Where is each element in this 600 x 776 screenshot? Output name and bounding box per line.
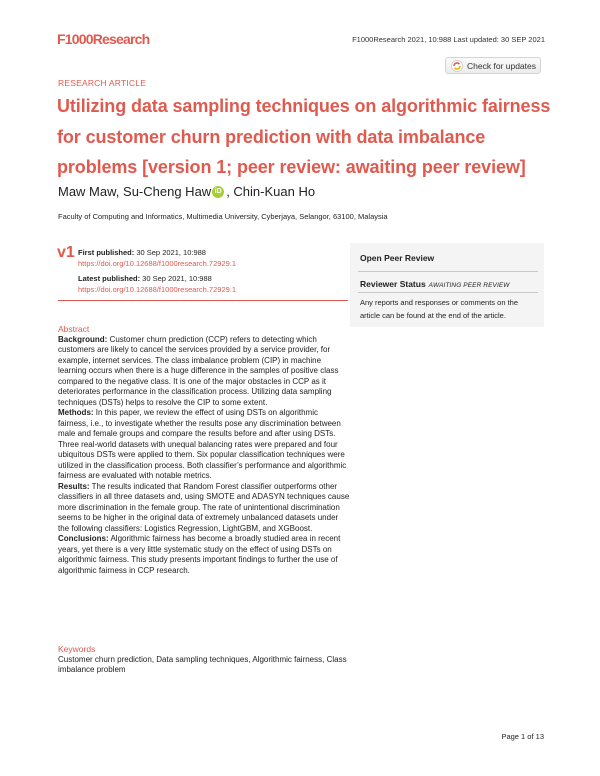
reviewer-status: Reviewer Status AWAITING PEER REVIEW (360, 279, 510, 289)
panel-divider (358, 292, 538, 293)
citation-line: F1000Research 2021, 10:988 Last updated: 30 SEP 2021 (352, 35, 545, 44)
author-name[interactable]: Maw Maw, (58, 184, 120, 199)
peer-review-title: Open Peer Review (360, 253, 435, 263)
orcid-icon[interactable]: iD (212, 186, 224, 198)
check-updates-icon (451, 60, 463, 72)
section-divider (58, 300, 348, 301)
first-published-label: First published: (78, 248, 135, 257)
keywords-text: Customer churn prediction, Data sampling techniques, Algorithmic fairness, Class imbalance problem (58, 654, 347, 674)
abstract-section (58, 324, 350, 576)
article-type: RESEARCH ARTICLE (58, 78, 147, 88)
peer-review-note: Any reports and responses or comments on the article can be found at the end of the article. (360, 298, 518, 320)
journal-logo[interactable]: F1000Research (57, 31, 150, 47)
abstract-conclusions: Conclusions: Algorithmic fairness has become a broadly studied area in recent years, yet there is a very little systematic study on the effect of using DSTs on algorithmic fairness. This study presents important findings to further the use of algorithmic fairness in CCP research. (58, 534, 341, 575)
first-published-date: 30 Sep 2021, 10:988 (134, 248, 206, 257)
abstract-methods: Methods: In this paper, we review the effect of using DSTs on algorithmic fairness, i.e., to investigate whether the results pose any discrimination between male and female groups and compare the results before and after using DSTs. Three real-world datasets with unequal balancing rates were prepared and four ubiquitous DSTs were applied to them. Six popular classification techniques were utilized in the classification process. Both classifier’s performance and algorithmic fairness are evaluated with notable metrics. (58, 408, 347, 480)
check-updates-label: Check for updates (467, 60, 536, 71)
author-name[interactable]: , Chin-Kuan Ho (226, 184, 316, 199)
panel-divider (358, 271, 538, 272)
abstract-results: Results: The results indicated that Random Forest classifier outperforms other classifiers in all three datasets and, using SMOTE and ADASYN techniques cause more discrimination in the female group. The rate of unintentional discrimination seems to be higher in the original data of extremely unbalanced datasets under the following classifiers: Logistics Regression, LightGBM, and XGBoost. (58, 481, 350, 533)
first-doi-link[interactable]: https://doi.org/10.12688/f1000research.72929.1 (78, 258, 237, 268)
abstract-background: Background: Customer churn prediction (CCP) refers to detecting which customers are likely to cancel the services provided by a service provider, for example, internet services. The class imbalance problem (CIP) in machine learning occurs when there is a huge difference in the samples of positive class compared to the negative class. It is one of the major obstacles in CCP as it deteriorates performance in the classification process. Utilizing data sampling techniques (DSTs) helps to resolve the CIP to some extent. (58, 334, 339, 407)
latest-published-label: Latest published: (78, 274, 141, 283)
version-label: v1 (57, 244, 75, 261)
keywords-heading: Keywords (58, 644, 96, 654)
author-list (58, 184, 315, 199)
latest-doi-link[interactable]: https://doi.org/10.12688/f1000research.72929.1 (78, 284, 237, 294)
page-number: Page 1 of 13 (501, 732, 544, 741)
publication-info (78, 248, 236, 295)
author-name[interactable]: Su-Cheng Haw (123, 184, 212, 199)
check-for-updates-button[interactable] (445, 57, 541, 74)
review-status-value: AWAITING PEER REVIEW (428, 282, 510, 289)
author-affiliation: Faculty of Computing and Informatics, Multimedia University, Cyberjaya, Selangor, 63100, Malaysia (58, 212, 388, 221)
latest-published-date: 30 Sep 2021, 10:988 (140, 274, 212, 283)
abstract-heading: Abstract (58, 324, 90, 334)
keywords-section (58, 644, 350, 676)
article-title: Utilizing data sampling techniques on algorithmic fairness for customer churn prediction with data imbalance problems [version 1; peer review: awaiting peer review] (57, 96, 551, 177)
